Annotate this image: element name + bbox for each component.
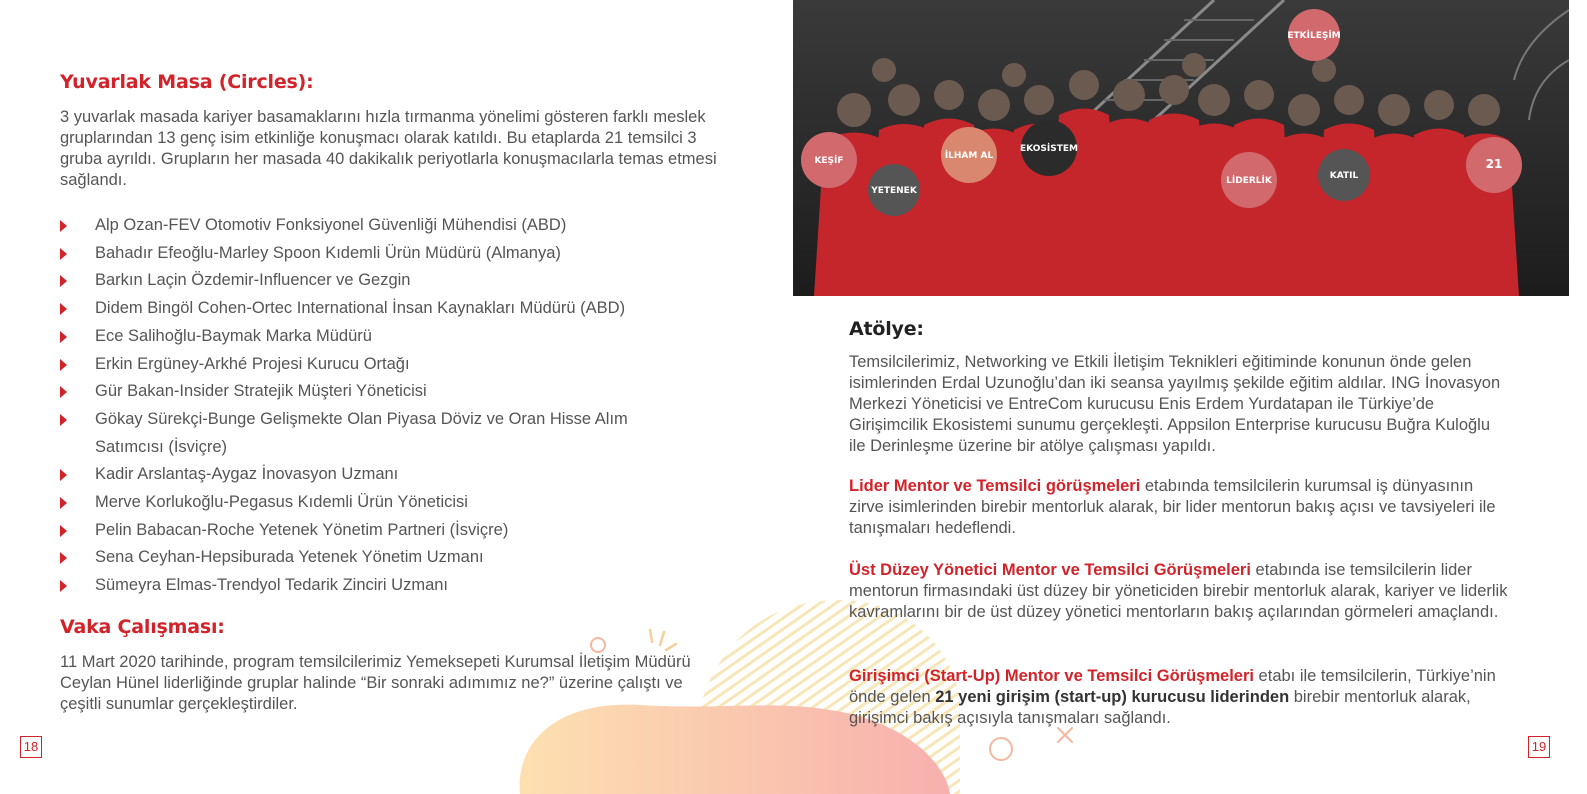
right-page — [793, 0, 1586, 794]
sign-yetenek: YETENEK — [871, 186, 917, 196]
triangle-bullet-icon — [60, 303, 67, 315]
list-item: Didem Bingöl Cohen-Ortec International İnsan Kaynakları Müdürü (ABD) — [60, 295, 700, 323]
speaker-list — [60, 212, 700, 600]
triangle-bullet-icon — [60, 386, 67, 398]
list-item: Bahadır Efeoğlu-Marley Spoon Kıdemli Ürün Müdürü (Almanya) — [60, 240, 700, 268]
circles-section — [60, 71, 720, 191]
workshop-section — [849, 318, 1505, 457]
sign-katil: KATIL — [1329, 171, 1359, 181]
mentor-body: etabında temsilcilerin kurumsal iş dünyasının zirve isimlerinden birebir mentorluk alarak, bir lider mentorun bakış açısı ve tavsiyeleri ile tanışmaları hedeflendi. — [849, 477, 1496, 537]
circles-body: 3 yuvarlak masada kariyer basamaklarını hızla tırmanma yönelimi gösteren farklı meslek gruplarından 13 genç isim etkinliğe konuşmacı olarak katıldı. Bu etaplarda 21 temsilci 3 gruba ayrıldı. Grupların her masada 40 dakikalık periyotlarla konuşmacılarla temas etmesi sağlandı. — [60, 108, 717, 189]
startup-section — [849, 666, 1509, 729]
triangle-bullet-icon — [60, 497, 67, 509]
list-item: Merve Korlukoğlu-Pegasus Kıdemli Ürün Yöneticisi — [60, 489, 700, 517]
startup-body-a: etabı ile temsilcilerin, Türkiye’nin önde gelen — [849, 667, 1496, 706]
group-photo — [793, 0, 1569, 296]
list-item: Gökay Sürekçi-Bunge Gelişmekte Olan Piyasa Döviz ve Oran Hisse Alım Satımcısı (İsviçre) — [60, 406, 700, 461]
list-item: Barkın Laçin Özdemir-Influencer ve Gezgin — [60, 267, 700, 295]
triangle-bullet-icon — [60, 469, 67, 481]
workshop-body: Temsilcilerimiz, Networking ve Etkili İletişim Teknikleri eğitiminde konunun önde gelen isimlerinden Erdal Uzunoğlu’dan iki seansa yayılmış şekilde eğitim aldılar. ING İnovasyon Merkezi Yöneticisi ve EntreCom kurucusu Enis Erdem Yurdatapan ile Türkiye’de Girişimcilik Ekosistemi sunumu gerçekleşti. Appsilon Enterprise kurucusu Buğra Kuloğlu ile Derinleşme üzerine bir atölye çalışması yapıldı. — [849, 353, 1501, 455]
startup-body-b: birebir mentorluk alarak, girişimci bakış açısıyla tanışmaları sağlandı. — [849, 688, 1471, 727]
page-number-right: 19 — [1528, 736, 1550, 758]
case-study-heading: Vaka Çalışması: — [60, 616, 225, 638]
list-item: Alp Ozan-FEV Otomotiv Fonksiyonel Güvenliği Mühendisi (ABD) — [60, 212, 700, 240]
sign-kesif: KEŞİF — [814, 156, 844, 166]
list-item: Erkin Ergüney-Arkhé Projesi Kurucu Ortağı — [60, 351, 700, 379]
triangle-bullet-icon — [60, 275, 67, 287]
executive-section — [849, 560, 1509, 623]
case-study-section — [60, 616, 720, 715]
workshop-heading: Atölye: — [849, 318, 924, 340]
triangle-bullet-icon — [60, 414, 67, 426]
left-page — [0, 0, 793, 794]
group-photo-illustration — [793, 0, 1569, 296]
triangle-bullet-icon — [60, 331, 67, 343]
sign-etkilesim: ETKİLEŞİM — [1287, 31, 1341, 41]
circles-heading: Yuvarlak Masa (Circles): — [60, 71, 314, 93]
triangle-bullet-icon — [60, 525, 67, 537]
executive-body: etabında ise temsilcilerin lider mentorun firmasındaki üst düzey bir yöneticiden birebir mentorluk alarak, kariyer ve liderlik kavramlarını bir de üst düzey yönetici mentorların bakış açılarından görmeleri amaçlandı. — [849, 561, 1508, 621]
executive-title: Üst Düzey Yönetici Mentor ve Temsilci Görüşmeleri — [849, 561, 1251, 579]
triangle-bullet-icon — [60, 248, 67, 260]
sign-ekosistem: EKOSİSTEM — [1020, 144, 1078, 154]
list-item: Sena Ceyhan-Hepsiburada Yetenek Yönetim Uzmanı — [60, 544, 700, 572]
list-item: Kadir Arslantaş-Aygaz İnovasyon Uzmanı — [60, 461, 700, 489]
sign-ilham-al: İLHAM AL — [944, 151, 994, 161]
mentor-title: Lider Mentor ve Temsilci görüşmeleri — [849, 477, 1141, 495]
triangle-bullet-icon — [60, 552, 67, 564]
sign-liderlik: LİDERLİK — [1226, 176, 1272, 186]
startup-bold: 21 yeni girişim (start-up) kurucusu liderinden — [935, 688, 1290, 706]
case-study-body: 11 Mart 2020 tarihinde, program temsilcilerimiz Yemeksepeti Kurumsal İletişim Müdürü Ceylan Hünel liderliğinde gruplar halinde “Bir sonraki adımımız ne?” üzerine çalıştı ve çeşitli sunumlar gerçekleştirdiler. — [60, 653, 691, 713]
mentor-section — [849, 476, 1509, 539]
list-item: Ece Salihoğlu-Baymak Marka Müdürü — [60, 323, 700, 351]
triangle-bullet-icon — [60, 359, 67, 371]
page-number-left: 18 — [20, 736, 42, 758]
list-item: Pelin Babacan-Roche Yetenek Yönetim Partneri (İsviçre) — [60, 517, 700, 545]
list-item: Gür Bakan-Insider Stratejik Müşteri Yöneticisi — [60, 378, 700, 406]
triangle-bullet-icon — [60, 580, 67, 592]
startup-title: Girişimci (Start-Up) Mentor ve Temsilci Görüşmeleri — [849, 667, 1254, 685]
sign-21: 21 — [1485, 157, 1503, 171]
triangle-bullet-icon — [60, 220, 67, 232]
list-item: Sümeyra Elmas-Trendyol Tedarik Zinciri Uzmanı — [60, 572, 700, 600]
